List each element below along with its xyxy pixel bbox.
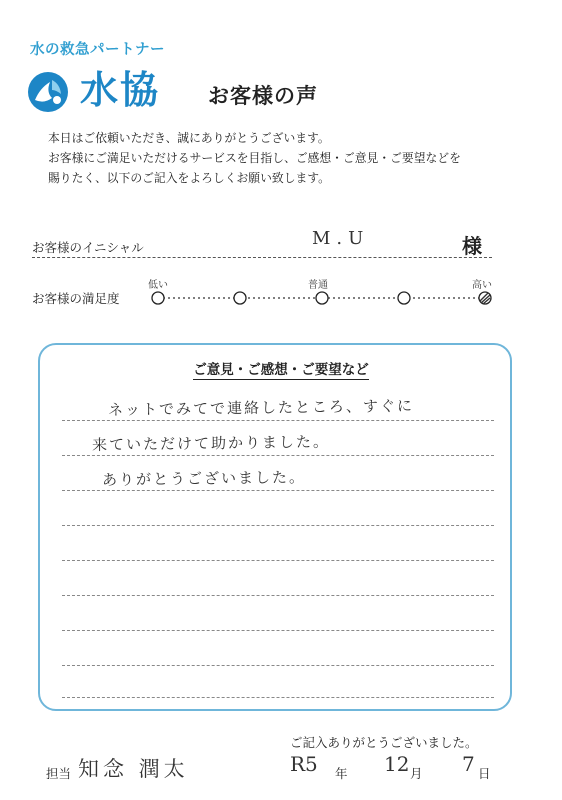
date-era-year: R5 <box>290 752 318 776</box>
comment-rule <box>62 525 494 526</box>
initials-label: お客様のイニシャル <box>32 240 144 255</box>
staff-label: 担当 <box>46 766 72 781</box>
initials-divider <box>32 257 492 258</box>
scale-point-1 <box>152 292 164 304</box>
scale-high-label: 高い <box>472 280 492 291</box>
brand-tagline: 水の救急パートナー <box>30 42 165 58</box>
date-month: 12 <box>384 752 410 776</box>
comment-rule <box>62 560 494 561</box>
scale-point-3 <box>316 292 328 304</box>
form-title: お客様の声 <box>208 84 318 108</box>
intro-text <box>48 128 528 188</box>
comment-rule <box>62 490 494 491</box>
comment-rule <box>62 630 494 631</box>
comments-title-text: ご意見・ご感想・ご要望など <box>193 362 369 378</box>
comment-rule <box>62 595 494 596</box>
date-month-unit: 月 <box>410 766 423 781</box>
comment-rule <box>62 697 494 698</box>
initials-value: M.U <box>312 228 370 249</box>
date-year-unit: 年 <box>335 766 348 781</box>
comment-handwritten-line: ネットでみてで連絡したところ、すぐに <box>107 396 415 419</box>
scale-point-4 <box>398 292 410 304</box>
scale-low-label: 低い <box>148 280 168 291</box>
comment-handwritten-line: ありがとうございました。 <box>101 468 307 489</box>
closing-message: ご記入ありがとうございました。 <box>290 735 478 750</box>
comment-rule <box>62 420 494 421</box>
honorific-sama: 様 <box>462 234 482 258</box>
comment-handwritten-line: 来ていただけて助かりました。 <box>91 432 331 454</box>
scale-point-2 <box>234 292 246 304</box>
satisfaction-label: お客様の満足度 <box>32 291 120 306</box>
comments-title <box>0 358 562 378</box>
date-day: 7 <box>462 752 475 776</box>
scale-mid-label: 普通 <box>308 280 328 291</box>
comment-rule <box>62 665 494 666</box>
intro-line: 本日はご依頼いただき、誠にありがとうございます。 <box>48 131 330 145</box>
comment-rule <box>62 455 494 456</box>
water-drop-logo-icon <box>26 70 70 114</box>
intro-line: お客様にご満足いただけるサービスを目指し、ご感想・ご意見・ご要望などを <box>48 151 461 165</box>
satisfaction-scale[interactable] <box>150 288 495 308</box>
intro-line: 賜りたく、以下のご記入をよろしくお願い致します。 <box>48 171 330 185</box>
date-day-unit: 日 <box>478 766 491 781</box>
brand-logo-text: 水協 <box>80 68 161 112</box>
staff-name-handwritten: 知念 潤太 <box>78 757 189 781</box>
